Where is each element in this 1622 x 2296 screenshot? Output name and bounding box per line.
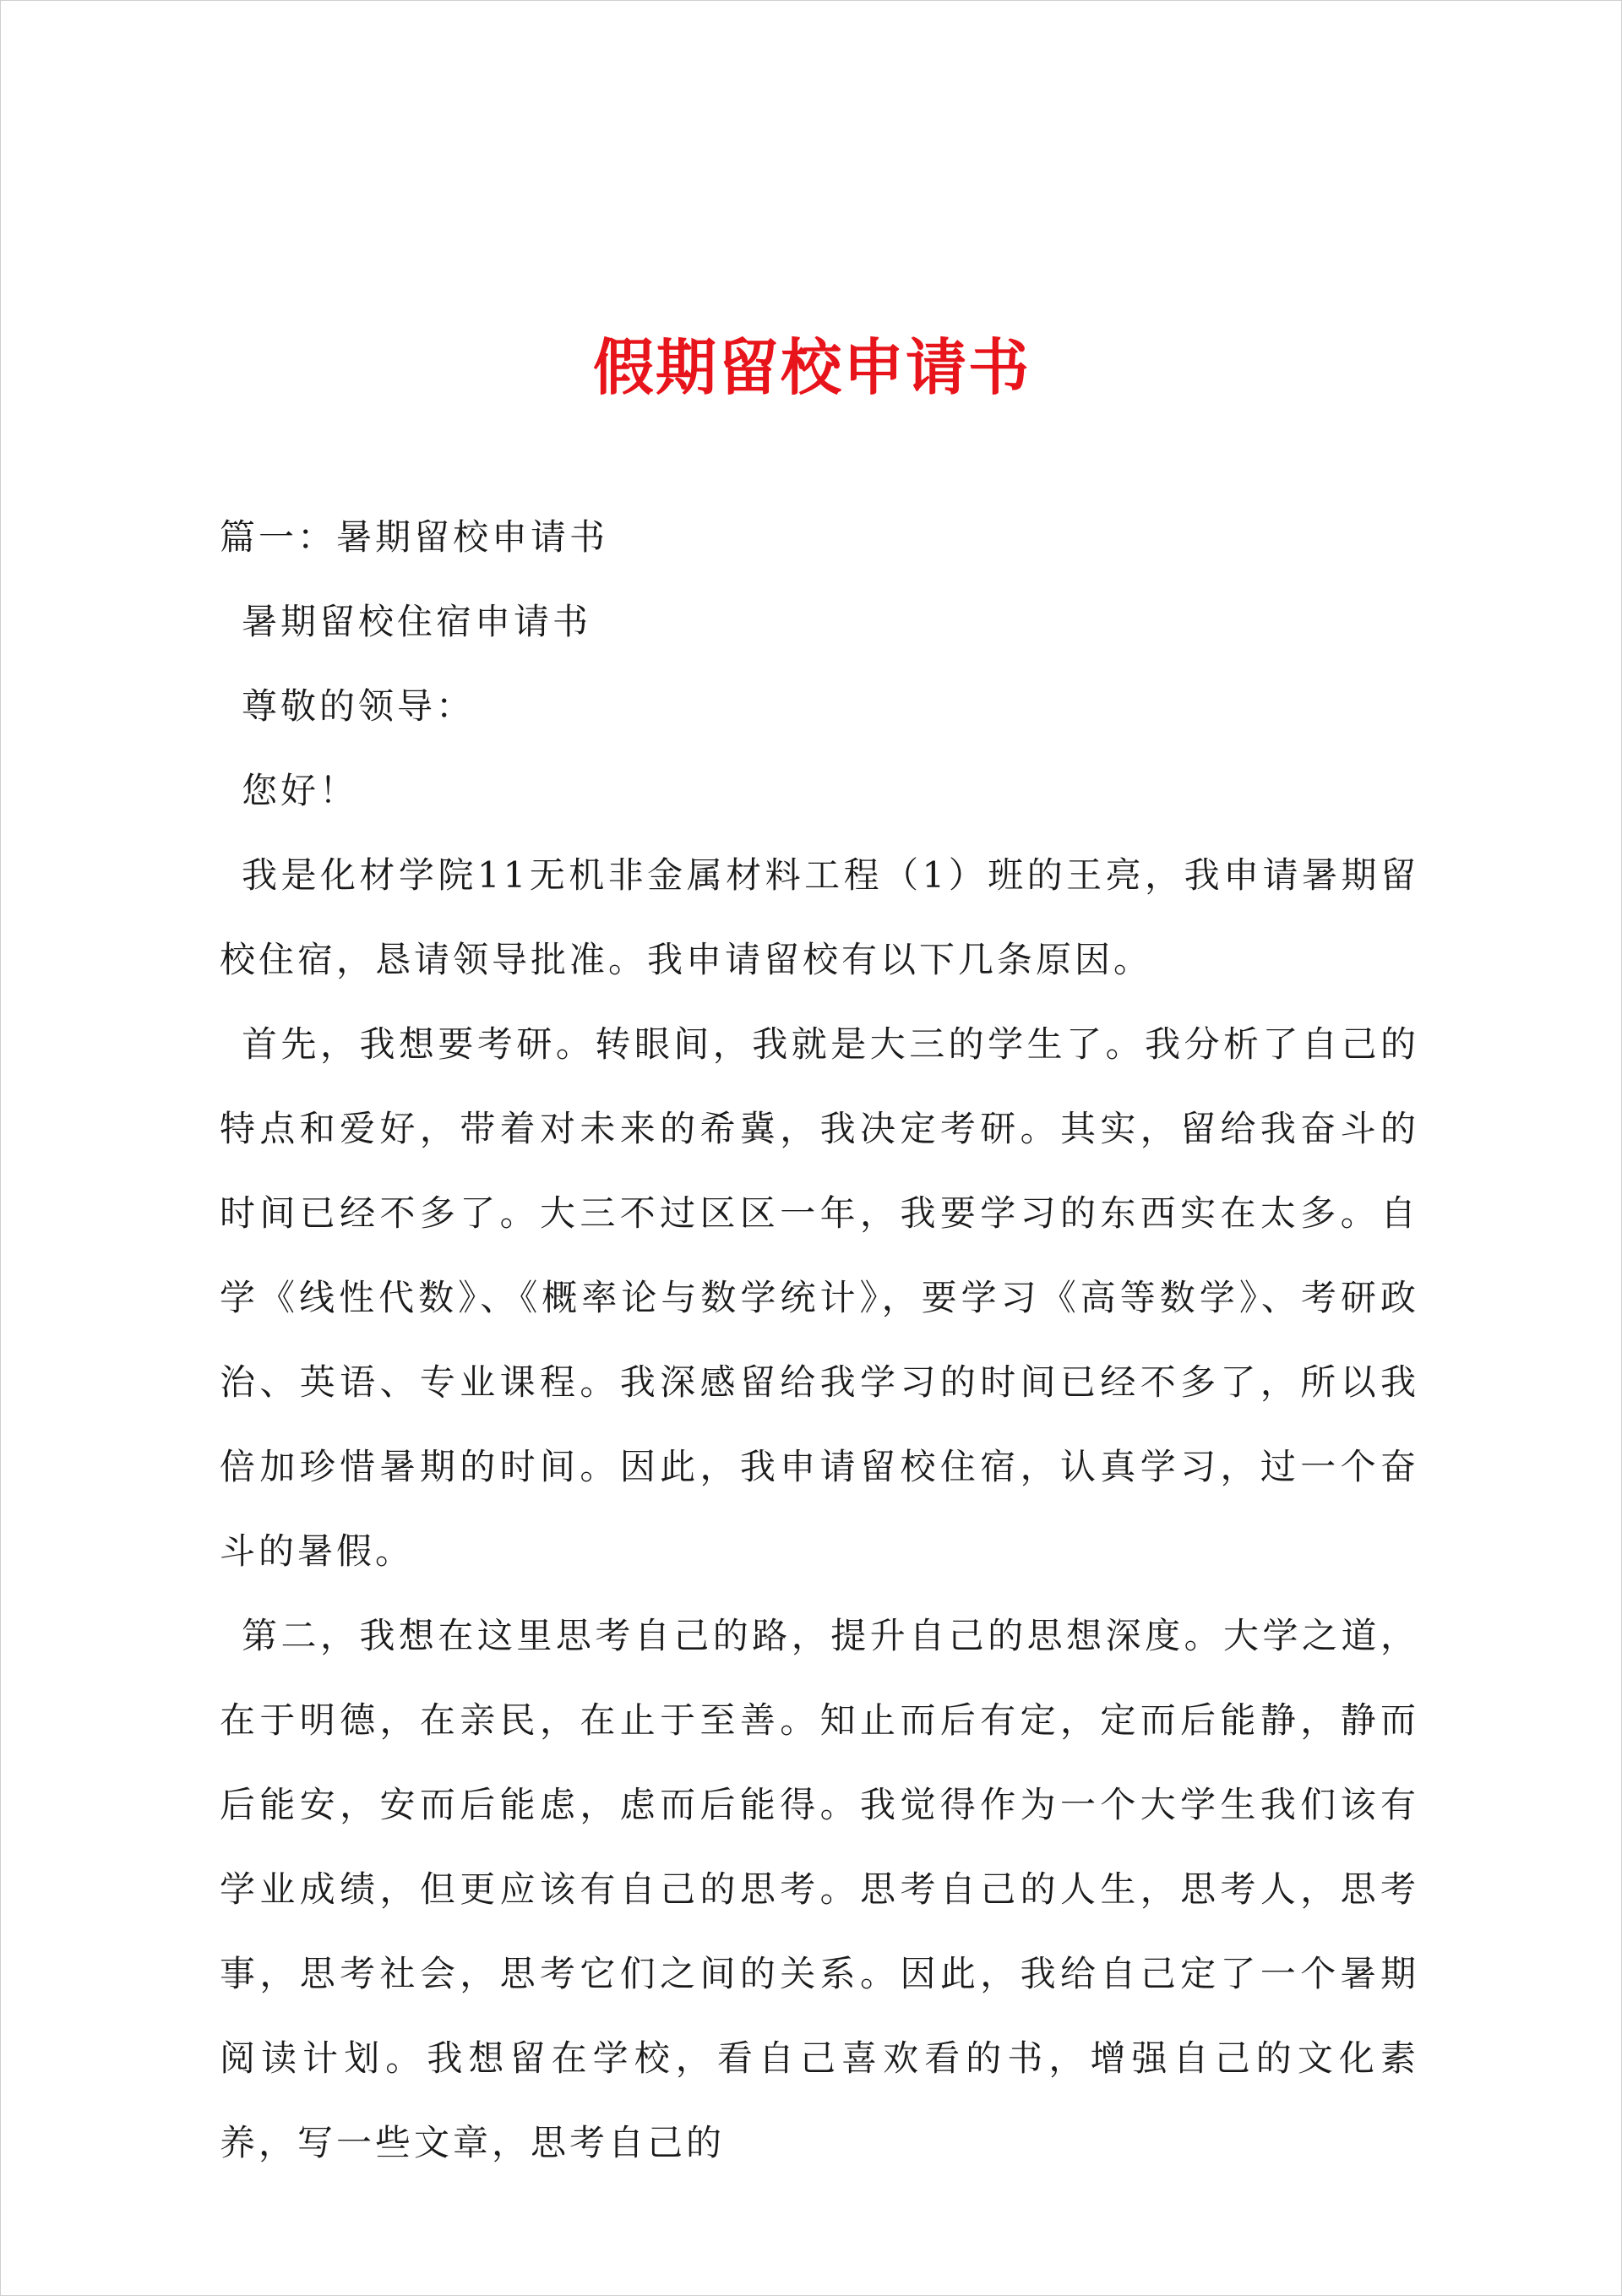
paragraph-reason-1: 首先，我想要考研。转眼间，我就是大三的学生了。我分析了自己的特点和爱好，带着对未来的希冀，我决定考研。其实，留给我奋斗的时间已经不多了。大三不过区区一年，我要学习的东西实在太多。自学《线性代数》、《概率论与数学统计》，要学习《高等数学》、考研政治、英语、专业课程。我深感留给我学习的时间已经不多了，所以我倍加珍惜暑期的时间。因此，我申请留校住宿，认真学习，过一个奋斗的暑假。 — [220, 1023, 1419, 1572]
document-title: 假期留校申请书 — [592, 331, 1031, 403]
greeting: 您好！ — [242, 770, 359, 811]
section-heading: 篇一：暑期留校申请书 — [220, 516, 609, 558]
letter-title: 暑期留校住宿申请书 — [242, 601, 592, 642]
paragraph-reason-2: 第二，我想在这里思考自己的路，提升自己的思想深度。大学之道，在于明德，在亲民，在止于至善。知止而后有定，定而后能静，静而后能安，安而后能虑，虑而后能得。我觉得作为一个大学生我们该有学业成绩，但更应该有自己的思考。思考自己的人生，思考人，思考事，思考社会，思考它们之间的关系。因此，我给自己定了一个暑期阅读计划。我想留在学校，看自己喜欢看的书，增强自己的文化素养，写一些文章，思考自己的 — [220, 1615, 1419, 2163]
paragraph-intro: 我是化材学院11无机非金属材料工程（1）班的王亮，我申请暑期留校住宿，恳请领导批准。我申请留校有以下几条原因。 — [220, 854, 1419, 980]
document-body — [220, 495, 1419, 2185]
salutation: 尊敬的领导： — [242, 685, 476, 727]
